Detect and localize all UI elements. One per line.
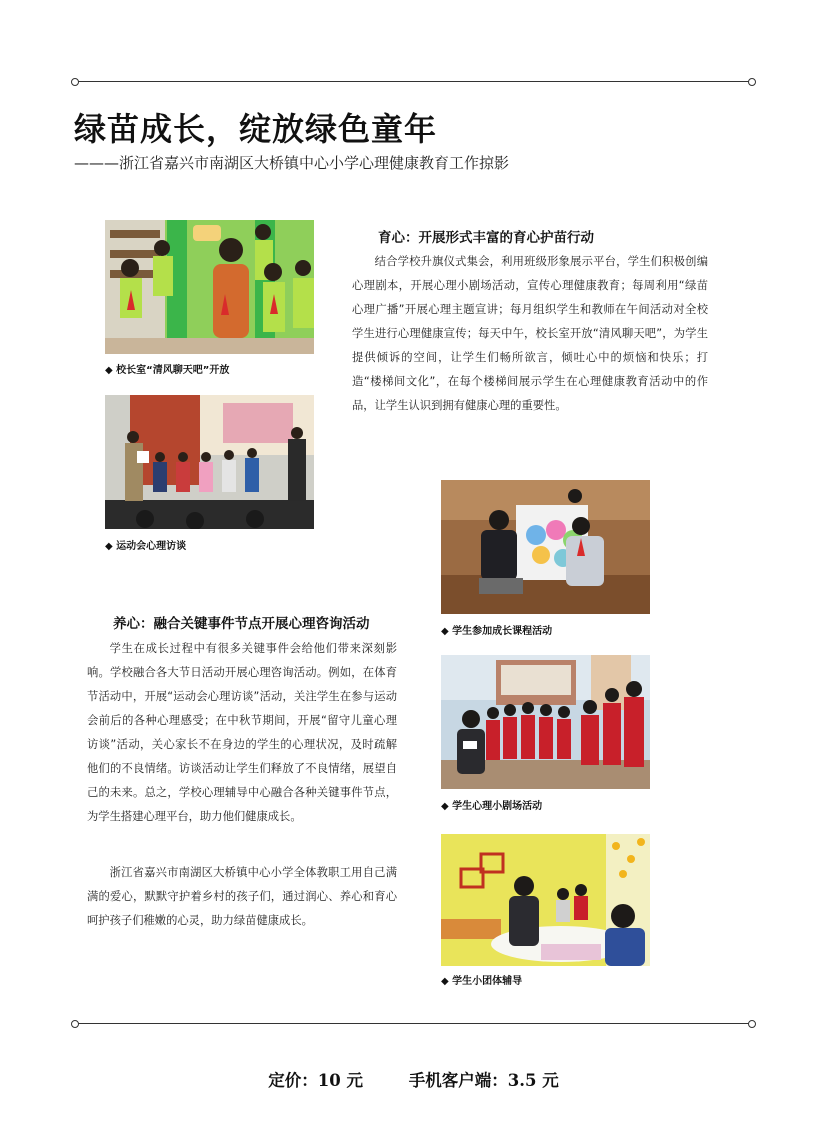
price-label: 定价：10 元 (268, 1071, 363, 1090)
section-yuxin-heading: 育心：开展形式丰富的育心护苗行动 (378, 230, 594, 246)
price-row (0, 1067, 827, 1091)
photo-sports-interview-caption: ◆ 运动会心理访谈 (105, 541, 187, 552)
photo-chat-room-caption: ◆ 校长室“清风聊天吧”开放 (105, 365, 230, 376)
section-yangxin-heading: 养心：融合关键事件节点开展心理咨询活动 (113, 616, 370, 632)
mobile-price-label: 手机客户端：3.5 元 (408, 1071, 559, 1090)
photo-group-counseling-caption: ◆ 学生小团体辅导 (441, 976, 523, 987)
photo-growth-course (441, 480, 650, 614)
photo-mini-theatre-caption: ◆ 学生心理小剧场活动 (441, 801, 543, 812)
photo-group-counseling (441, 834, 650, 966)
photo-growth-course-caption: ◆ 学生参加成长课程活动 (441, 626, 553, 637)
bottom-divider (75, 1023, 752, 1024)
photo-chat-room (105, 220, 314, 354)
page-subtitle: ———浙江省嘉兴市南湖区大桥镇中心小学心理健康教育工作掠影 (74, 154, 510, 172)
photo-sports-interview (105, 395, 314, 529)
closing-paragraph: 浙江省嘉兴市南湖区大桥镇中心小学全体教职工用自己满满的爱心，默默守护着乡村的孩子们，通过润心、养心和育心呵护孩子们稚嫩的心灵，助力绿苗健康成长。 (87, 866, 397, 927)
top-divider (75, 81, 752, 82)
section-yuxin-body: 结合学校升旗仪式集会，利用班级形象展示平台，学生们积极创编心理剧本，开展心理小剧场活动，宣传心理健康教育；每周利用“绿苗心理广播”开展心理主题宣讲；每月组织学生和教师在午间活动对全校学生进行心理健康宣传；每天中午，校长室开放“清风聊天吧”，为学生提供倾诉的空间，让学生们畅所欲言，倾吐心中的烦恼和快乐；打造“楼梯间文化”，在每个楼梯间展示学生在心理健康教育活动中的作品，让学生认识到拥有健康心理的重要性。 (352, 255, 708, 412)
photo-mini-theatre (441, 655, 650, 789)
page-title: 绿苗成长，绽放绿色童年 (74, 110, 438, 148)
section-yangxin-body: 学生在成长过程中有很多关键事件会给他们带来深刻影响。学校融合各大节日活动开展心理咨询活动。例如，在体育节活动中，开展“运动会心理访谈”活动，关注学生在参与运动会前后的各种心理感受；在中秋节期间，开展“留守儿童心理访谈”活动，关心家长不在身边的学生的心理状况，及时疏解他们的不良情绪。访谈活动让学生们释放了不良情绪，展望自己的未来。总之，学校心理辅导中心融合各种关键事件节点，为学生搭建心理平台，助力他们健康成长。 (87, 642, 397, 823)
